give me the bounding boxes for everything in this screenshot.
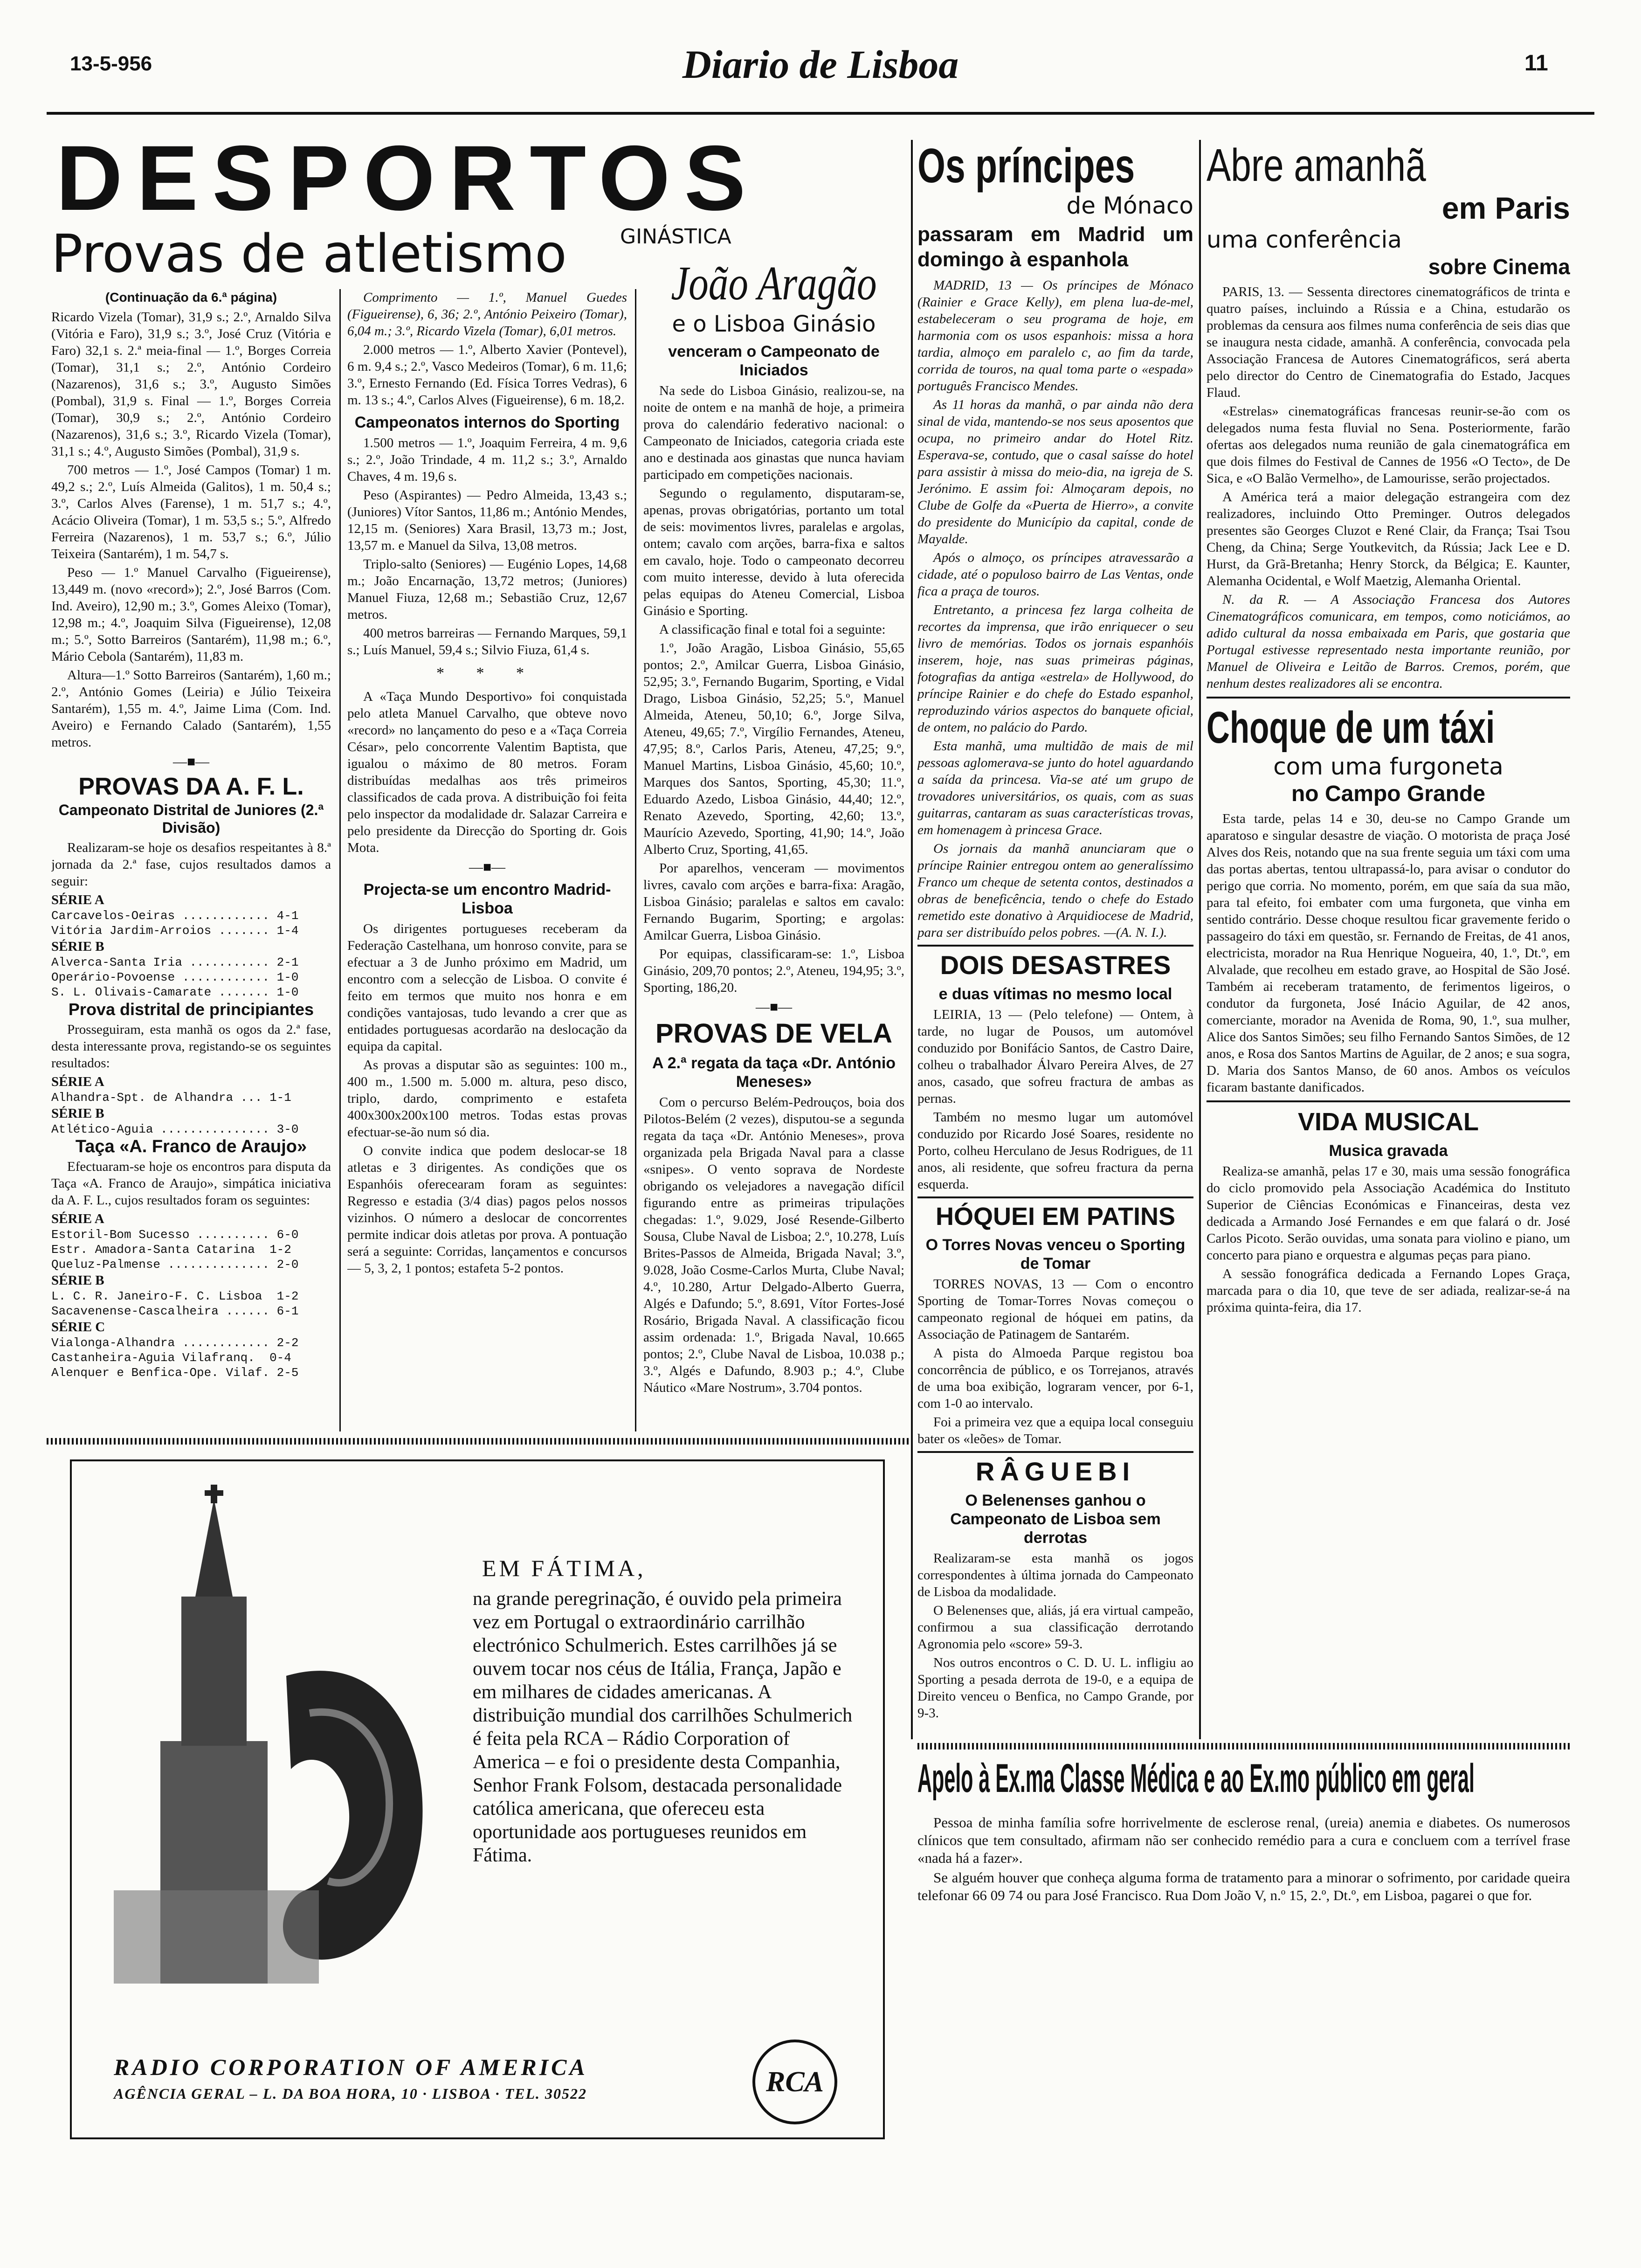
separator-icon: —■—: [469, 859, 506, 875]
principiantes-serie-b: SÉRIE B: [51, 1106, 104, 1121]
taca-mundo-text: A «Taça Mundo Desportivo» foi conquistada pelo atleta Manuel Carvalho, que obteve novo «record» no lançamento do peso e a «Taça Correia César», pelo concorrente Valentim Baptista, que igualou o máximo de 80 metros. Foram distribuídas medalhas aos três primeiros classificados de cada prova. A distribuição foi feita pelo inspector da modalidade dr. Salazar Carreira e pelo presidente da Direcção do Sporting dr. Gois Mota.: [347, 689, 627, 855]
comprimento-text: Comprimento — 1.º, Manuel Guedes (Figueirense), 6, 36; 2.º, António Peixeiro (Tomar), 6,04 m.; 3.º, Ricardo Vizela (Tomar), 6,01 metros.: [347, 290, 627, 339]
hoquei-text-3: Foi a primeira vez que a equipa local conseguiu bater os «leões» de Tomar.: [917, 1415, 1193, 1446]
madrid-lisboa-text-1: Os dirigentes portugueses receberam da Federação Castelhana, um honroso convite, para se efectuar a 3 de Junho próximo em Madrid, um encontro com a selecção de Lisboa. O convite é feito em termos que muito nos honra e em condições vantajosas, tudo levando a crer que as entidades portuguesas acordarão na deslocação da equipa da capital.: [347, 921, 627, 1054]
column-1: [51, 289, 331, 1431]
ginastica-kicker: GINÁSTICA: [620, 225, 731, 249]
principiantes-intro: Prosseguiram, esta manhã os ogos da 2.ª fase, desta interessante prova, registando-se os seguintes resultados:: [51, 1022, 331, 1071]
atletismo-text-1: Ricardo Vizela (Tomar), 31,9 s.; 2.º, Arnaldo Silva (Vitória e Faro), 31,9 s.; 3.º, José Cruz (Vitória e Faro) 32,1 s. 2.ª meia-final — 1.º, Borges Correia (Tomar), 31,1 s.; 2.º, António Cordeiro (Nazarenos), 31,6 s.; 3.º, Augusto Simões (Pombal), 31,9 s. Final — 1.º, Borges Correia (Tomar), 30,9 s.; 2.º, António Cordeiro (Nazarenos), 31,6 s.; 3.º, Ricardo Vizela (Tomar), 31,1 s.; 4.º, Augusto Simões (Pombal), 31,9 s.: [51, 310, 331, 459]
raguebi-subhead: O Belenenses ganhou o Campeonato de Lisboa sem derrotas: [950, 1492, 1161, 1547]
1500m-text: 1.500 metros — 1.º, Joaquim Ferreira, 4 m. 9,6 s.; 2.º, João Trindade, 4 m. 11,2 s.; 3.º, Arnaldo Chaves, 4 m. 19,6 s.: [347, 436, 627, 484]
taxi-subhead: no Campo Grande: [1291, 781, 1486, 806]
taca-intro: Efectuaram-se hoje os encontros para disputa da Taça «A. Franco de Araujo», simpática iniciativa da A. F. L., cujos resultados foram os seguintes:: [51, 1159, 331, 1208]
section-banner: DESPORTOS: [56, 126, 760, 229]
madrid-lisboa-text-2: As provas a disputar são as seguintes: 100 m., 400 m., 1.500 m. 5.000 m. altura, peso disco, triplo, dardo, comprimento e estafeta 400x300x200x100 metros. Todas estas provas efectuar-se-ão num só dia.: [347, 1058, 627, 1140]
desastres-subhead: e duas vítimas no mesmo local: [938, 985, 1172, 1003]
taca-results-b: L. C. R. Janeiro-F. C. Lisboa 1-2 Sacavenense-Cascalheira ...... 6-1: [51, 1289, 299, 1318]
column-rule: [635, 289, 636, 1431]
ginastica-text-3: A classificação final e total foi a seguinte:: [659, 622, 886, 637]
column-rule: [911, 140, 913, 1739]
ad-top-rule: [47, 1438, 910, 1445]
column-rule: [1199, 140, 1201, 1739]
madrid-lisboa-text-3: O convite indica que podem deslocar-se 18 atletas e 3 dirigentes. As condições que os Espanhóis oferecearam foram as seguintes: Regresso e estadia (3/4 dias) pagos pelos nossos vizinhos. O número a deslocar de concorrentes permite indicar dois atletas por prova. A pontuação será a seguinte: Corridas, lançamentos e concursos — 5, 3, 2, 1 pontos; estafeta 5-2 pontos.: [347, 1143, 627, 1276]
afl-results-a: Carcavelos-Oeiras ............ 4-1 Vitória Jardim-Arroios ....... 1-4: [51, 909, 299, 938]
section-rule: [917, 1451, 1193, 1453]
hoquei-text-1: TORRES NOVAS, 13 — Com o encontro Sporting de Tomar-Torres Novas começou o campeonato regional de hóquei em patins, da Associação de Patinagem de Santarém.: [917, 1277, 1193, 1342]
ad-heading: EM FÁTIMA,: [482, 1555, 646, 1581]
principiantes-subhead: Prova distrital de principiantes: [68, 1000, 314, 1019]
monaco-deck: de Mónaco: [1066, 192, 1193, 219]
ad-agency: AGÊNCIA GERAL – L. DA BOA HORA, 10 · LISBOA · TEL. 30522: [114, 2085, 587, 2102]
paris-text-4: N. da R. — A Associação Francesa dos Autores Cinematográficos comunicara, em tempos, como noticiámos, ao adido cultural da nossa embaixada em Paris, que gostaria que Portugal estivesse representado nesta importante reunião, por Manuel de Oliveira e Leitão de Barros. Cremos, porém, que nenhum destes realizadores ali se encontra.: [1207, 592, 1570, 691]
musical-text-1: Realiza-se amanhã, pelas 17 e 30, mais uma sessão fonográfica do ciclo promovido pela Associação Académica do Instituto Superior de Ciências Económicas e Financeiras, desta vez dedicada a Armando José Fernandes e em que falará o dr. José Carlos Picoto. Serão ouvidas, uma sonata para violino e piano, um concerto para piano e orquestra e algumas peças para piano.: [1207, 1164, 1570, 1263]
rca-logo: [752, 2040, 837, 2124]
section-rule: [917, 945, 1193, 947]
vela-headline: PROVAS DE VELA: [655, 1018, 893, 1049]
paris-subhead: sobre Cinema: [1428, 255, 1570, 279]
principiantes-serie-a: SÉRIE A: [51, 1074, 104, 1089]
afl-subhead: Campeonato Distrital de Juniores (2.ª Divisão): [58, 802, 324, 836]
2000m-text: 2.000 metros — 1.º, Alberto Xavier (Pontevel), 6 m. 9,4 s.; 2.º, Vasco Medeiros (Tomar), 6 m. 11,6; 3.º, Ernesto Fernando (Ed. Física Torres Vedras), 6 m. 13 s.; 4.º, Carlos Alves (Figueirense), 6 m. 18,2.: [347, 342, 627, 408]
ginastica-text-5: Por aparelhos, venceram — movimentos livres, cavalo com arções e barra-fixa: Aragão, Lisboa Ginásio; paralelas e saltos em cavalo: Fernando Bugarim, Sporting; e argolas: Amilcar Guerra, Lisboa Ginásio.: [643, 861, 904, 943]
column-2: [347, 289, 627, 1431]
atletismo-text-4: Altura—1.º Sotto Barreiros (Santarém), 1,60 m.; 2.º, António Gomes (Leiria) e Júlio Teixeira Santarém), 1,55 m. 4.º, Jaime Lima (Com. Ind. Aveiro) e Fernando Calado (Santarém), 1,55 metros.: [51, 668, 331, 750]
sporting-subhead: Campeonatos internos do Sporting: [354, 414, 620, 431]
apelo-text-2: Se alguém houver que conheça alguma forma de tratamento para a minorar o sofrimento, por caridade queira telefonar 66 09 74 ou para José Francisco. Rua Dom João V, n.º 15, 2.º, Dt.º, em Lisboa, pagarei o que for.: [917, 1869, 1570, 1903]
masthead-rule: [47, 112, 1594, 115]
tower-mid: [181, 1597, 247, 1746]
vela-subhead: A 2.ª regata da taça «Dr. António Meneses»: [652, 1054, 896, 1091]
ginastica-deck: e o Lisboa Ginásio: [672, 311, 876, 337]
rca-advertisement: [70, 1459, 885, 2139]
hoquei-text-2: A pista do Almoeda Parque registou boa concorrência de público, e os Torrejanos, através de uma boa exibição, lograram vencer, por 6-1, com 1-0 ao intervalo.: [917, 1346, 1193, 1411]
madrid-lisboa-subhead: Projecta-se um encontro Madrid-Lisboa: [363, 881, 611, 917]
atletismo-headline: Provas de atletismo: [51, 224, 567, 284]
stars-divider: * * *: [436, 664, 538, 682]
rca-logo-text: RCA: [765, 2066, 824, 2098]
section-rule: [917, 1196, 1193, 1198]
paris-text-2: «Estrelas» cinematográficas francesas reunir-se-ão com os delegados numa festa fluvial no Sena. Posteriormente, farão ofertas aos delegados numa reunião de gala cinematográfica em que dois filmes do Festival de Cannes de 1956 «O Tecto», de De Sica, e «O Balão Vermelho», de Lamourisse, serão projectados.: [1207, 404, 1570, 486]
monaco-text-5: Esta manhã, uma multidão de mais de mil pessoas aglomerava-se junto do hotel aguardando a saída da princesa. Via-se até um grupo de trovadores universitários, os quais, com as suas guitarras, cantaram as suas características trovas, em homenagem à princesa Grace.: [917, 739, 1193, 837]
ginastica-subhead: venceram o Campeonato de Iniciados: [668, 343, 880, 379]
column-rule: [339, 289, 341, 1431]
separator-icon: —■—: [755, 999, 793, 1015]
desastres-text-1: LEIRIA, 13 — (Pelo telefone) — Ontem, à tarde, no lugar de Pousos, um automóvel conduzido por Bonifácio Santos, de Castro Daire, colheu o trabalhador Álvaro Pereira Alves, de 27 anos, casado, que sofreu fractura de ambas as pernas.: [917, 1007, 1193, 1106]
taxi-deck: com uma furgoneta: [1273, 753, 1503, 780]
continuation-note: (Continuação da 6.ª página): [105, 290, 277, 304]
taca-serie-c: SÉRIE C: [51, 1320, 105, 1335]
bell-tower-illustration: [86, 1480, 440, 2002]
ad-company: RADIO CORPORATION OF AMERICA: [114, 2054, 588, 2080]
ginastica-text-2: Segundo o regulamento, disputaram-se, apenas, provas obrigatórias, portanto um total de seis: movimentos livres, paralelas e argolas, ontem; cavalo com arções, barra-fixa e saltos em cavalo, hoje. Todo o campeonato decorreu com muito interesse, devido à luta oferecida pelas equipas do Ateneu Comercial, Lisboa Ginásio e Sporting.: [643, 486, 904, 618]
atletismo-text-2: 700 metros — 1.º, José Campos (Tomar) 1 m. 49,2 s.; 2.º, Luís Almeida (Galitos), 1 m. 50,4 s.; 3.º, Carlos Alves (Farense), 1 m. 51,7 s.; 4.º, Acácio Oliveira (Tomar), 1 m. 53,5 s.; 5.º, Alfredo Ferreira (Nazarenos), 1 m. 53,7 s.; 6.º, Júlio Teixeira (Santarém), 1 m. 54,7 s.: [51, 463, 331, 561]
monaco-text-3: Após o almoço, os príncipes atravessarão a cidade, até o populoso bairro de Las Ventas, onde fica a praça de touros.: [917, 550, 1193, 599]
peso-text: Peso (Aspirantes) — Pedro Almeida, 13,43 s.; (Juniores) Vítor Santos, 11,86 m.; António Mendes, 12,15 m. (Seniores) Xara Brasil, 13,73 m.; Jost, 13,57 m. e Manuel da Silva, 13,08 metros.: [347, 488, 627, 553]
principiantes-results-a: Alhandra-Spt. de Alhandra ... 1-1: [51, 1091, 291, 1105]
monaco-headline: Os príncipes: [917, 140, 1135, 193]
apelo-top-rule: [917, 1743, 1570, 1749]
desastres-text-2: Também no mesmo lugar um automóvel conduzido por Ricardo José Soares, residente no Porto, colheu Herculano de Jesus Rodrigues, de 11 anos, ali residente, que sofreu fractura da perna esquerda.: [917, 1110, 1193, 1192]
afl-headline: PROVAS DA A. F. L.: [78, 773, 304, 800]
vela-text: Com o percurso Belém-Pedrouços, boia dos Pilotos-Belém (2 vezes), disputou-se a segunda regata da taça «Dr. António Meneses», prova organizada pela Brigada Naval para a classe «snipes». O vento soprava de Nordeste obrigando os velejadores a navegação difícil figurando entre as primeiras tripulações chegadas: 1.º, 9.029, José Resende-Gilberto Sousa, Clube Naval de Lisboa; 2.º, 10.278, Luís Brites-Passos de Almeida, Brigada Naval; 3.º, 9.028, João Cosme-Carlos Murta, Clube Naval; 4.º, 10.280, Artur Delgado-Alberto Guerra, Algés e Dafundo; 5.º, 8.691, Vítor Fortes-José Rosário, Brigada Naval. A classificação ficou assim ordenada: 1.º, Brigada Naval, 10.665 pontos; 2.º, Clube Naval de Lisboa, 10.038 p.; 3.º, Algés e Dafundo, 8.903 p.; 4.º, Clube Náutico «Mare Nostrum», 3.704 pontos.: [643, 1095, 904, 1395]
principiantes-results-b: Atlético-Aguia ............... 3-0: [51, 1122, 299, 1136]
page-number: 11: [1524, 51, 1548, 76]
afl-intro: Realizaram-se hoje os desafios respeitantes à 8.ª jornada da 2.ª fase, cujos resultados damos a seguir:: [51, 840, 331, 889]
taxi-text: Esta tarde, pelas 14 e 30, deu-se no Campo Grande um aparatoso e singular desastre de viação. O motorista de praça José Alves dos Reis, notando que na sua frente seguia um táxi com uma das portas abertas, tentou ultrapassá-lo, para avisar o condutor do perigo que corria. No momento, porém, em que saía da sua mão, para tal efeito, foi embater com uma furgoneta, que vinha em sentido contrário. Desse choque resultou ficar gravemente ferido o passageiro do táxi em questão, sr. Fernando de Freitas, de 41 anos, electricista, morador na Rua Henrique Nogueira, 40, 1.º, Dt.º, em Alvalade, que recolheu em estado grave, ao Hospital de São José. Também ai receberam tratamento, de ferimentos ligeiros, o condutor da furgoneta, José Inácio Aguilar, de 42 anos, comerciante, morador na Avenida de Roma, 90, 1.º, sua mulher, Alice dos Santos Simões; seu filho Fernando Santos Simões, de 12 anos, e Rosa dos Santos Martins de Aguilar, de 2 anos; e sua sogra, D. Maria dos Santos Manso, de 60 anos. Ambos os veículos ficaram bastante danificados.: [1207, 811, 1570, 1095]
monaco-text-2: As 11 horas da manhã, o par ainda não dera sinal de vida, mantendo-se nos seus aposentos que ocupa, no primeiro andar do Hotel Ritz. Esperava-se, contudo, que o casal saísse do hotel para assistir à missa do meio-dia, na igreja de S. Jerónimo. E assim foi: Almoçaram depois, no Clube de Golfe da «Puerta de Hierro», a convite do presidente do Município da capital, conde de Mayalde.: [917, 397, 1193, 546]
ginastica-text-4: 1.º, João Aragão, Lisboa Ginásio, 55,65 pontos; 2.º, Amilcar Guerra, Lisboa Ginásio, 52,95; 3.º, Fernando Bugarim, Sporting, e Vidal Drago, Lisboa Ginásio, 52,25; 5.º, Manuel Almeida, Ateneu, 50,10; 6.º, Jorge Silva, Ateneu, 49,65; 7.º, Virgílio Fernandes, Ateneu, 47,95; 8.º, Carlos Paris, Ateneu, 47,25; 9.º, Manuel Martins, Lisboa Ginásio, 45,60; 10.º, Marques dos Santos, Sporting, 45,30; 11.º, Eduardo Azedo, Lisboa Ginásio, 44,40; 12.º, Renato Azevedo, Sporting, 42,60; 13.º, Maurício Azevedo, Sporting, 41,90; 14.º, João Alberto Cruz, Sporting, 41,65.: [643, 641, 904, 857]
section-rule: [1207, 697, 1570, 698]
monaco-text-1: MADRID, 13 — Os príncipes de Mónaco (Rainier e Grace Kelly), em plena lua-de-mel, estabeleceram o seu programa de hoje, em harmonia com os usos espanhois: missa a hora tardia, almoço em paralelo c, ao fim da tarde, corrida de touros, na qual toma parte o «espada» português Francisco Mendes.: [917, 278, 1193, 394]
monaco-text-6: Os jornais da manhã anunciaram que o príncipe Rainier entregou ontem ao generalíssimo Franco um cheque de setenta contos, destinados a obras de beneficência, tendo o chefe do Estado remetido este donativo à Arquidiocese de Madrid, para ser distribuído pelos pobres. —(A. N. I.).: [917, 841, 1193, 940]
newspaper-title: Diario de Lisboa: [682, 42, 959, 87]
issue-date: 13-5-956: [70, 52, 152, 75]
barreiras-text: 400 metros barreiras — Fernando Marques, 59,1 s.; Luís Manuel, 59,4 s.; Silvio Fiuza, 61,4 s.: [347, 626, 627, 657]
separator-icon: —■—: [172, 754, 210, 769]
monaco-subhead: passaram em Madrid um domingo à espanhola: [917, 223, 1193, 271]
taca-results-c: Vialonga-Alhandra ............ 2-2 Castanheira-Aguia Vilafranq. 0-4 Alenquer e Benfica-Ope. Vilaf. 2-5: [51, 1336, 299, 1380]
colonnade: [114, 1890, 319, 1984]
afl-results-b: Alverca-Santa Iria ........... 2-1 Operário-Povoense ............ 1-0 S. L. Olivais-Camarate ....... 1-0: [51, 955, 299, 999]
hoquei-headline: HÓQUEI EM PATINS: [935, 1203, 1176, 1231]
paris-headline-1: Abre amanhã: [1207, 140, 1426, 191]
monaco-text-4: Entretanto, a princesa fez larga colheita de recortes da imprensa, que irão enriquecer o seu livro de memórias. Todos os jornais espanhóis inserem, hoje, nas suas primeiras páginas, fotografias da antiga «estrela» de Hollywood, do príncipe Rainier e do chefe do Estado espanhol, reproduzindo vários aspectos do banquete oficial, de ontem, no palácio do Pardo.: [917, 602, 1193, 735]
apelo-text-1: Pessoa de minha família sofre horrivelmente de esclerose renal, (ureia) anemia e diabetes. Os numerosos clínicos que tem consultado, afirmam não ser conhecido remédio para a cura e concluem com a terrível frase «nada há a fazer».: [917, 1814, 1570, 1866]
column-5: [1207, 140, 1570, 1735]
paris-text-3: A América terá a maior delegação estrangeira com dez realizadores, incluindo Otto Preminger. Outros delegados presentes são Georges Cluzot e René Clair, da França; Tsai Tsou Cheng, da China; Serge Youtkevitch, da Rússia; Jack Lee e D. Hurst, da Grã-Bretanha; Henry Storck, da Bélgica; E. Kaunter, Alemanha Ocidental, e Wolf Maetzig, Alemanha Oriental.: [1207, 490, 1570, 588]
paris-text-1: PARIS, 13. — Sessenta directores cinematográficos de trinta e quatro países, incluindo a Rússia e a China, estudarão os problemas da censura aos filmes numa conferência de seis dias que se inaugura nesta cidade, amanhã. A conferência, convocada pela Associação Francesa de Autores Cinematográficos, será aberta pelo director do Centro de Cinematografia do Estado, Jacques Flaud.: [1207, 284, 1570, 400]
afl-serie-b: SÉRIE B: [51, 939, 104, 954]
column-4: [917, 140, 1193, 1735]
taca-subhead: Taça «A. Franco de Araujo»: [75, 1137, 307, 1156]
atletismo-text-3: Peso — 1.º Manuel Carvalho (Figueirense), 13,449 m. (novo «record»); 2.º, José Barros (Com. Ind. Aveiro), 12,90 m.; 3.º, Gomes Aleixo (Tomar), 12,98 m.; 4.º, Joaquim Silva (Figueirense), 12,08 m.; 5.º, Sotto Barreiros (Santarém), 11,98 m.; 6.º, Mário Cebola (Santarém), 11,83 m.: [51, 565, 331, 664]
ginastica-text-1: Na sede do Lisboa Ginásio, realizou-se, na noite de ontem e na manhã de hoje, a primeira prova do calendário federativo nacional: o Campeonato de Iniciados, categoria criada este ano e destinada aos ginastas que nunca haviam participado em competições nacionais.: [643, 383, 904, 482]
paris-headline-2: em Paris: [1441, 191, 1570, 225]
musical-subhead: Musica gravada: [1329, 1142, 1448, 1160]
musical-text-2: A sessão fonográfica dedicada a Fernando Lopes Graça, marcada para o dia 10, que teve de ser adiada, realizar-se-á na próxima quinta-feira, dia 17.: [1207, 1266, 1570, 1315]
triplo-text: Triplo-salto (Seniores) — Eugénio Lopes, 14,68 m.; João Encarnação, 13,72 metros; (Juniores) Manuel Fiuza, 12,68 m.; Sebastião Cruz, 12,67 metros.: [347, 557, 627, 622]
apelo-body: [917, 1814, 1570, 1954]
column-3: [643, 256, 904, 1431]
desastres-headline: DOIS DESASTRES: [940, 950, 1171, 980]
tower-spire: [195, 1499, 233, 1597]
section-rule: [1207, 1100, 1570, 1102]
paris-deck: uma conferência: [1207, 226, 1402, 253]
ginastica-headline: João Aragão: [671, 256, 877, 310]
ad-body: na grande peregrinação, é ouvido pela primeira vez em Portugal o extraordinário carrilhão electrónico Schulmerich. Estes carrilhões já se ouvem tocar nos céus de Itália, França, Japão e em milhares de cidades americanas. A distribuição mundial dos carrilhões Schulmerich é feita pela RCA – Rádio Corporation of America – e foi o presidente desta Companhia, Senhor Frank Folsom, destacada personalidade católica americana, que ofereceu esta oportunidade aos portugueses reunidos em Fátima.: [473, 1588, 853, 1866]
taca-results-a: Estoril-Bom Sucesso .......... 6-0 Estr. Amadora-Santa Catarina 1-2 Queluz-Palmense .............. 2-0: [51, 1228, 299, 1272]
raguebi-text-2: O Belenenses que, aliás, já era virtual campeão, confirmou a sua classificação derrotando Agronomia pelo «score» 59-3.: [917, 1603, 1193, 1652]
ginastica-text-6: Por equipas, classificaram-se: 1.º, Lisboa Ginásio, 209,70 pontos; 2.º, Ateneu, 194,95; 3.º, Sporting, 186,20.: [643, 947, 904, 995]
taxi-headline: Choque de um táxi: [1207, 703, 1495, 753]
raguebi-text-3: Nos outros encontros o C. D. U. L. infligiu ao Sporting a pesada derrota de 19-0, e a equipa de Direito venceu o Benfica, no Campo Grande, por 9-3.: [917, 1655, 1193, 1721]
musical-headline: VIDA MUSICAL: [1298, 1108, 1479, 1136]
raguebi-text-1: Realizaram-se esta manhã os jogos correspondentes à última jornada do Campeonato de Lisboa da modalidade.: [917, 1551, 1193, 1599]
apelo-headline: Apelo à Ex.ma Classe Médica e ao Ex.mo público em geral: [917, 1756, 1475, 1801]
hoquei-subhead: O Torres Novas venceu o Sporting de Tomar: [925, 1236, 1186, 1272]
taca-serie-b: SÉRIE B: [51, 1273, 104, 1288]
taca-serie-a: SÉRIE A: [51, 1211, 104, 1226]
afl-serie-a: SÉRIE A: [51, 892, 104, 907]
raguebi-headline: RÂGUEBI: [975, 1457, 1136, 1486]
